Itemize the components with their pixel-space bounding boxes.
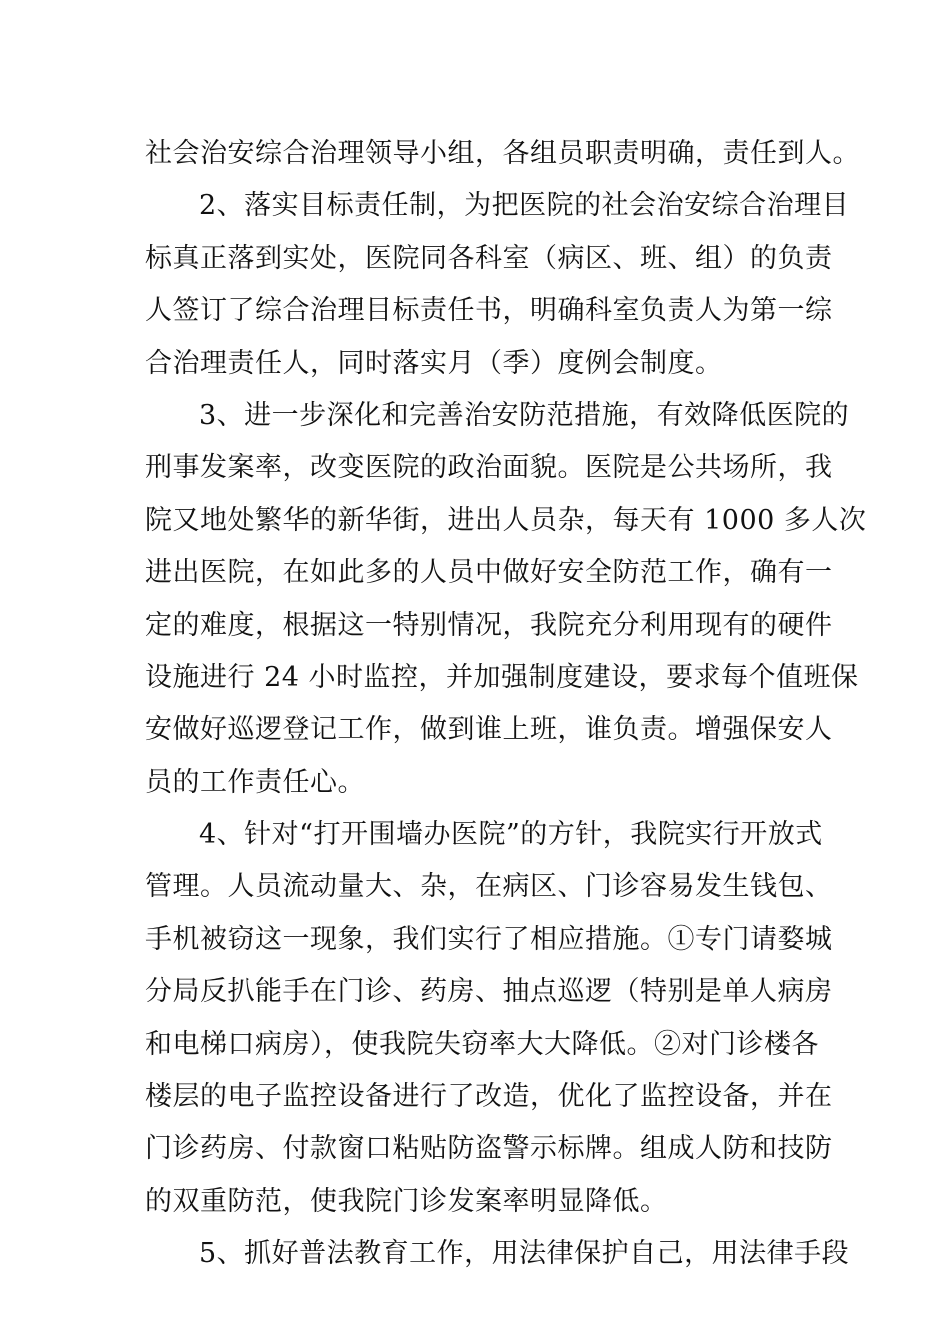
text-line: 社会治安综合治理领导小组，各组员职责明确，责任到人。 <box>145 138 860 169</box>
paragraph-4-start: 4、针对“打开围墙办医院”的方针，我院实行开放式 <box>199 819 823 851</box>
text-line: 和电梯口病房），使我院失窃率大大降低。②对门诊楼各 <box>145 1028 819 1060</box>
text-line: 分局反扒能手在门诊、药房、抽点巡逻（特别是单人病房 <box>145 976 833 1008</box>
text-line: 手机被窃这一现象，我们实行了相应措施。①专门请婺城 <box>145 923 833 955</box>
text-line: 人签订了综合治理目标责任书，明确科室负责人为第一综 <box>145 295 833 327</box>
text-line: 楼层的电子监控设备进行了改造，优化了监控设备，并在 <box>145 1081 833 1113</box>
text-line: 院又地处繁华的新华街，进出人员杂，每天有 1000 多人次 <box>145 504 867 536</box>
text-line: 标真正落到实处，医院同各科室（病区、班、组）的负责 <box>145 242 833 274</box>
paragraph-2-start: 2、落实目标责任制，为把医院的社会治安综合治理目 <box>199 190 850 222</box>
paragraph-3-start: 3、进一步深化和完善治安防范措施，有效降低医院的 <box>199 399 850 431</box>
text-line: 安做好巡逻登记工作，做到谁上班，谁负责。增强保安人 <box>145 714 833 746</box>
text-line: 的双重防范，使我院门诊发案率明显降低。 <box>145 1185 668 1217</box>
text-line: 设施进行 24 小时监控，并加强制度建设，要求每个值班保 <box>145 661 859 693</box>
text-line: 定的难度，根据这一特别情况，我院充分利用现有的硬件 <box>145 609 833 641</box>
text-line: 管理。人员流动量大、杂，在病区、门诊容易发生钱包、 <box>145 871 833 903</box>
document-body <box>145 128 867 1281</box>
text-line: 门诊药房、付款窗口粘贴防盗警示标牌。组成人防和技防 <box>145 1133 833 1165</box>
text-line: 进出医院，在如此多的人员中做好安全防范工作，确有一 <box>145 557 833 589</box>
paragraph-5-start: 5、抓好普法教育工作，用法律保护自己，用法律手段 <box>199 1238 850 1270</box>
text-line: 员的工作责任心。 <box>145 766 365 798</box>
text-line: 合治理责任人，同时落实月（季）度例会制度。 <box>145 347 723 379</box>
text-line: 刑事发案率，改变医院的政治面貌。医院是公共场所，我 <box>145 452 833 484</box>
